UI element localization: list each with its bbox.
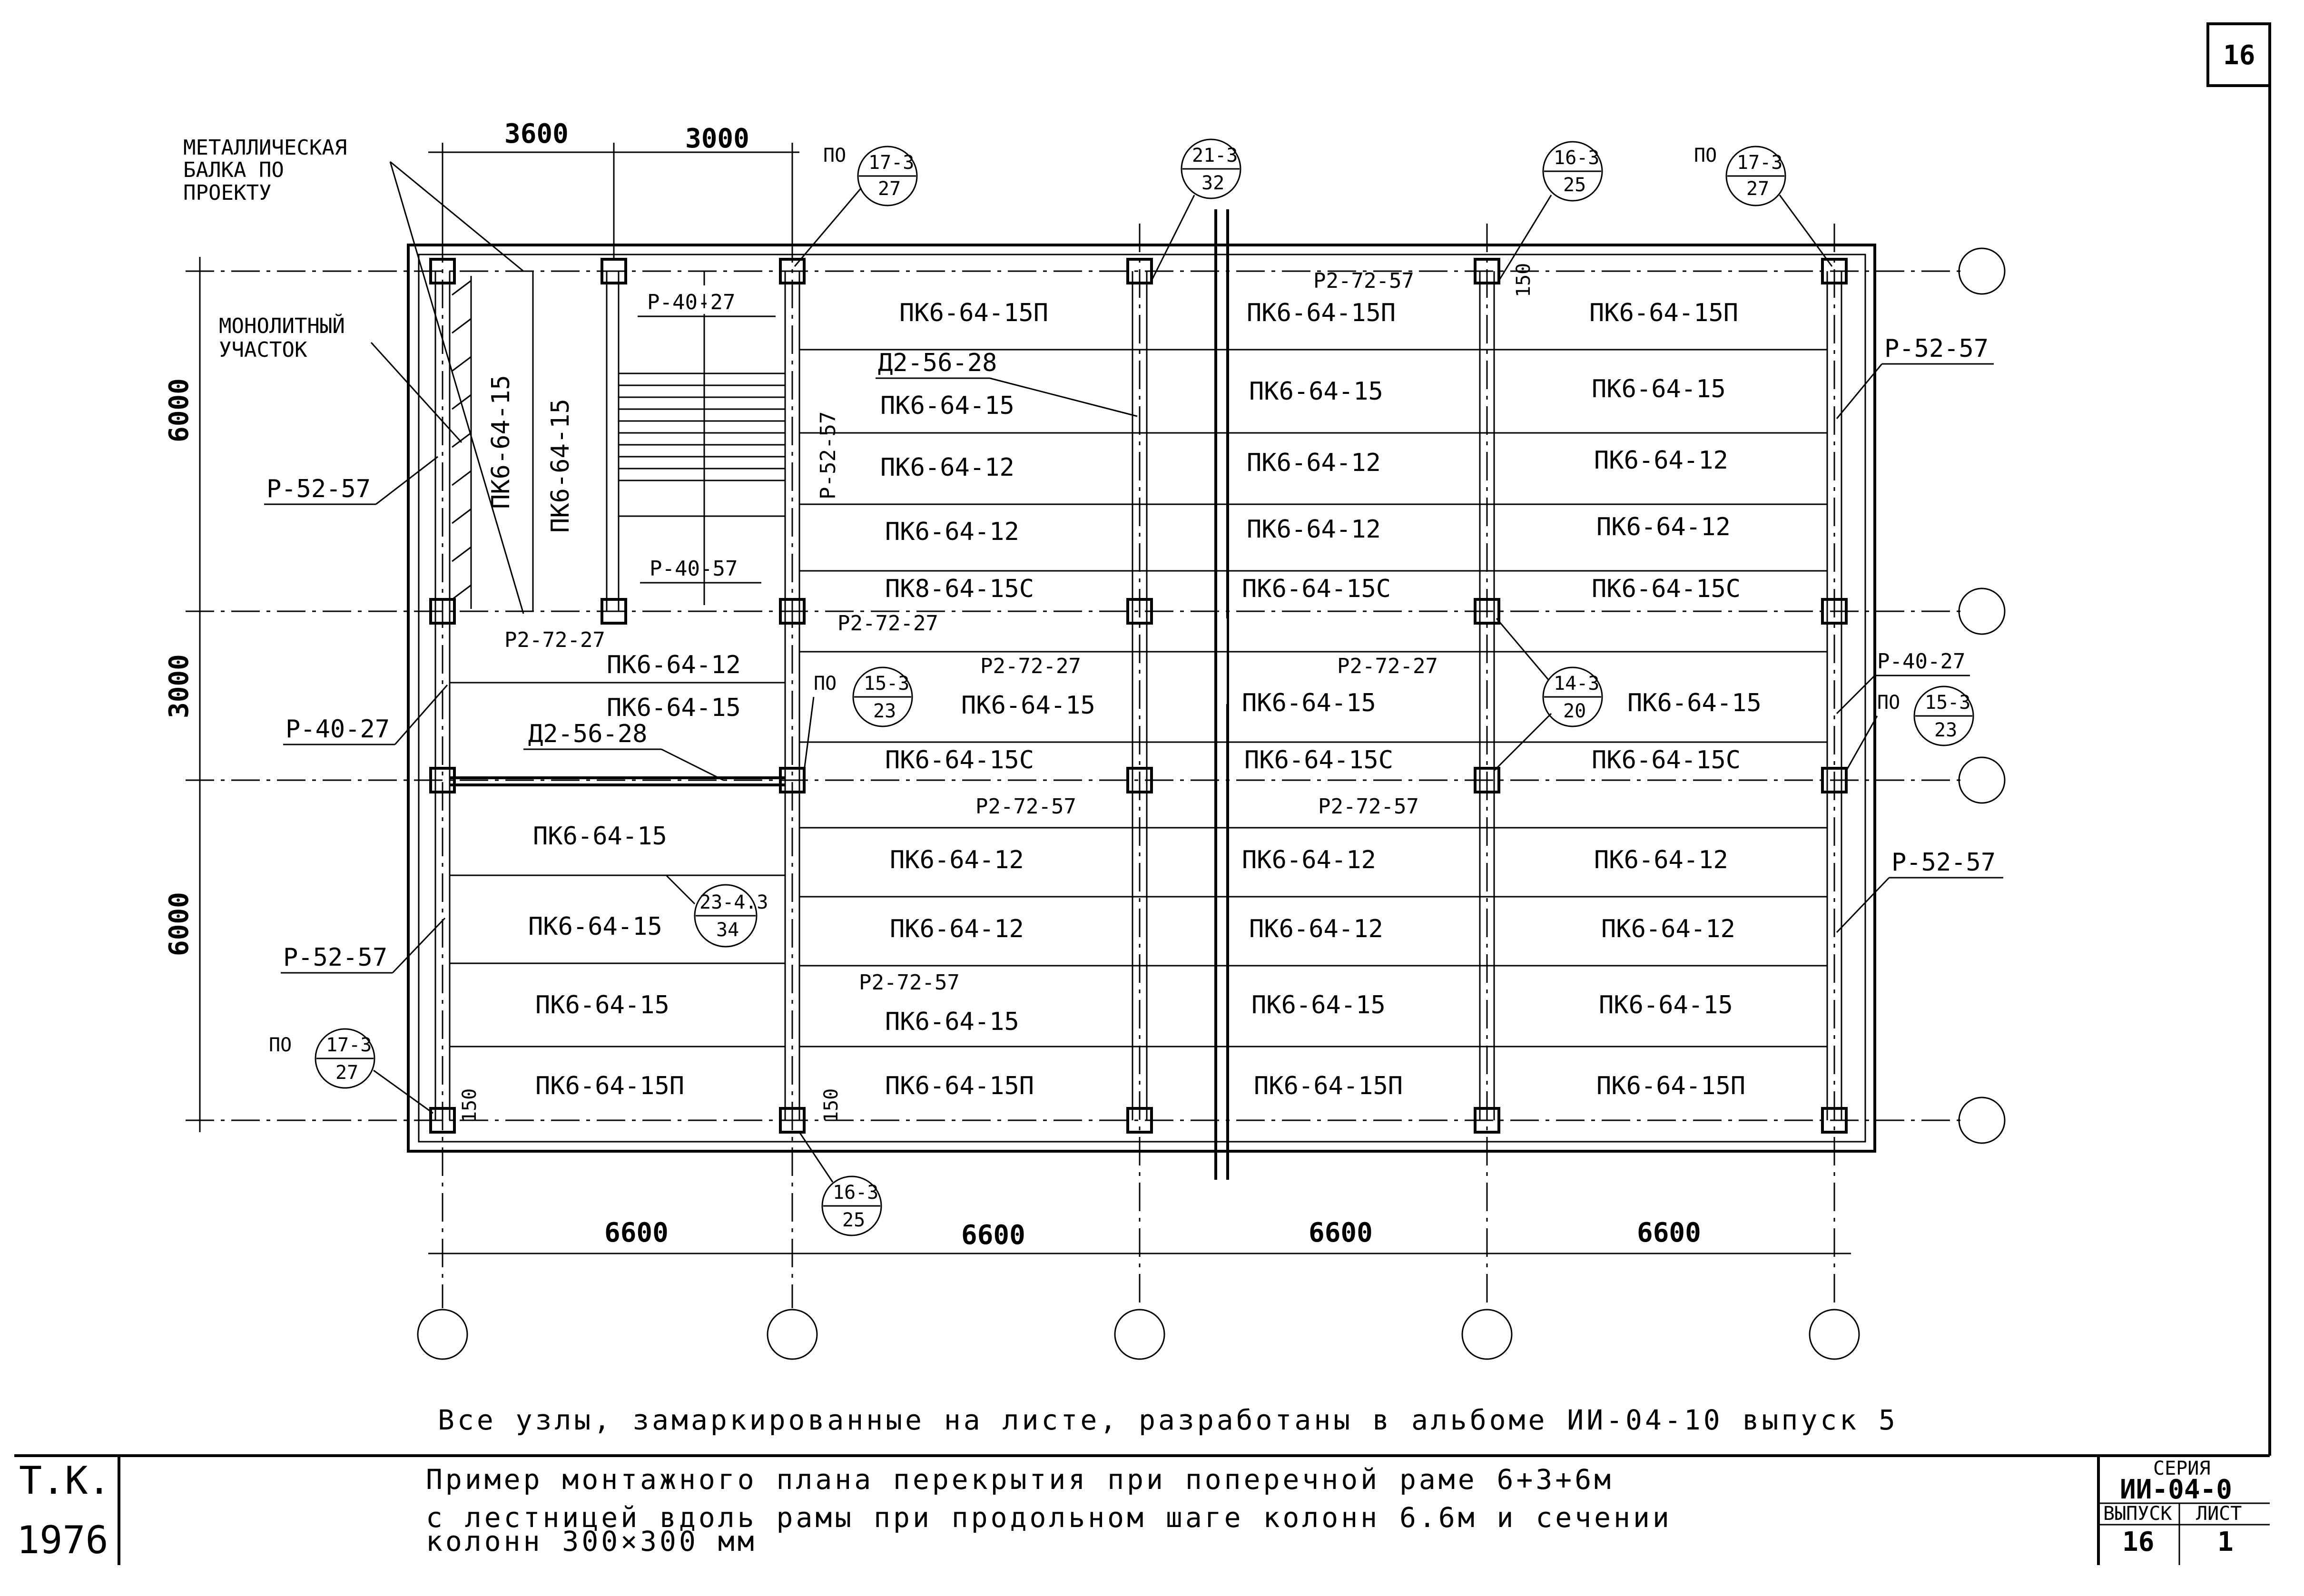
slab-label: ПК6-64-15П	[1254, 1072, 1403, 1100]
svg-text:17-3: 17-3	[1737, 152, 1783, 174]
slab-label: ПК6-64-12	[1247, 449, 1381, 477]
svg-text:ПО: ПО	[814, 673, 837, 695]
svg-text:16-3: 16-3	[833, 1182, 879, 1204]
slab-label: ПК6-64-15	[1249, 377, 1383, 406]
svg-text:21-3: 21-3	[1192, 145, 1238, 166]
svg-text:27: 27	[878, 178, 901, 200]
slab-label: ПК6-64-12	[890, 915, 1024, 943]
axis-bubble-row-3	[1959, 757, 2005, 803]
slab-label: ПК6-64-15П	[535, 1072, 685, 1100]
slab-label: ПК6-64-12	[1247, 515, 1381, 544]
slab-label: ПК6-64-12	[1594, 446, 1728, 475]
dim-3600: 3600	[504, 118, 569, 149]
slab-label: ПК6-64-15С	[1592, 575, 1741, 603]
dim-3000: 3000	[685, 123, 749, 154]
svg-text:27: 27	[335, 1062, 359, 1084]
slab-label: ПК6-64-15	[1592, 375, 1726, 403]
svg-text:34: 34	[716, 919, 739, 941]
callout-metal-beam-3: ПРОЕКТУ	[183, 181, 272, 205]
dim-6600-3: 6600	[1309, 1217, 1373, 1248]
beam-label: Р-40-27	[647, 290, 736, 314]
svg-text:20: 20	[1563, 700, 1586, 722]
slab-labels-bay-4	[1589, 299, 1762, 1100]
slab-label: ПК6-64-15П	[885, 1072, 1034, 1100]
axis-bubbles	[418, 248, 2005, 1359]
issue-label: ВЫПУСК	[2103, 1503, 2172, 1525]
axis-bubble-row-4	[1959, 1097, 2005, 1143]
axis-bubble-col-1	[418, 1310, 467, 1359]
tk-label: Т.К.	[19, 1459, 111, 1503]
beam-label: Р-52-57	[266, 475, 371, 503]
dim-6600-2: 6600	[961, 1220, 1025, 1251]
beam-label: Р2-72-27	[837, 611, 938, 636]
slab-label: ПК6-64-15П	[1589, 299, 1739, 327]
beam-label: Р-52-57	[1891, 848, 1996, 877]
beam-label: Р2-72-27	[980, 654, 1081, 678]
dim-6600-1: 6600	[604, 1217, 669, 1248]
callout-monolith-1: МОНОЛИТНЫЙ	[219, 314, 345, 338]
slab-label: ПК6-64-15П	[1247, 299, 1396, 327]
slab-label: ПК6-64-15	[961, 691, 1095, 720]
dim-6000-bot: 6000	[164, 892, 195, 956]
beam-labels	[264, 269, 2003, 995]
left-dimensions	[164, 257, 200, 1132]
slab-label: ПК6-64-15	[1242, 689, 1376, 717]
slab-label: ПК6-64-15	[1251, 991, 1386, 1019]
node-17-3-top-right	[1694, 145, 1832, 266]
slab-label: ПК6-64-15	[528, 912, 662, 941]
slab-label: ПК6-64-15С	[1592, 746, 1741, 774]
dim-150: 150	[1513, 263, 1535, 297]
slab-label: ПК6-64-15	[880, 392, 1014, 420]
node-17-3-top-left	[795, 145, 917, 266]
beam-label: Р-40-57	[650, 557, 738, 581]
node-16-3-bottom	[799, 1132, 881, 1235]
slab-label: ПК6-64-15П	[1596, 1072, 1746, 1100]
dim-3000-mid: 3000	[164, 654, 195, 718]
beam-label: Р-40-27	[286, 715, 390, 744]
axis-bubble-col-5	[1810, 1310, 1859, 1359]
beam-label: Р-52-57	[283, 943, 388, 972]
slab-label: ПК6-64-12	[885, 518, 1019, 546]
svg-text:15-3: 15-3	[864, 673, 910, 695]
svg-text:23-4.3: 23-4.3	[699, 891, 768, 913]
svg-text:17-3: 17-3	[326, 1034, 372, 1056]
slab-label: ПК6-64-15С	[1244, 746, 1394, 774]
beam-label: Р2-72-57	[975, 794, 1076, 819]
beam-label: Р-52-57	[1884, 334, 1989, 363]
general-note: Все узлы, замаркированные на листе, разработаны в альбоме ИИ-04-10 выпуск 5	[438, 1404, 1898, 1436]
beam-label: Р2-72-27	[504, 628, 605, 652]
slab-label: ПК6-64-12	[1249, 915, 1383, 943]
slab-label: ПК6-64-15	[533, 822, 667, 851]
svg-text:ПО: ПО	[1694, 145, 1717, 166]
sheet-label: ЛИСТ	[2196, 1503, 2242, 1525]
slab-label: ПК6-64-12	[607, 651, 741, 679]
dim-150: 150	[459, 1088, 481, 1123]
sheet-value: 1	[2217, 1527, 2234, 1557]
callout-monolith-2: УЧАСТОК	[219, 338, 307, 362]
series-label: СЕРИЯ	[2153, 1458, 2211, 1479]
svg-text:23: 23	[1934, 719, 1958, 741]
slab-label: ПК6-64-12	[880, 453, 1014, 482]
issue-value: 16	[2122, 1527, 2155, 1557]
slab-label: ПК6-64-12	[1596, 513, 1731, 541]
axis-bubble-col-3	[1115, 1310, 1164, 1359]
dim-150: 150	[820, 1088, 842, 1123]
slab-label: ПК6-64-15	[535, 991, 670, 1019]
slab-label: ПК6-64-12	[890, 846, 1024, 874]
slab-label: ПК6-64-15С	[1242, 575, 1391, 603]
svg-text:32: 32	[1201, 172, 1225, 194]
beam-label: Р-40-27	[1877, 649, 1966, 674]
svg-text:16-3: 16-3	[1554, 147, 1600, 169]
slab-label: ПК6-64-12	[1601, 915, 1735, 943]
slab-label: ПК6-64-15	[1627, 689, 1762, 717]
axis-bubble-row-2	[1959, 588, 2005, 634]
slab-label: ПК6-64-15П	[899, 299, 1049, 327]
slab-label: ПК6-64-15С	[885, 746, 1034, 774]
series-value: ИИ-04-0	[2120, 1474, 2233, 1505]
beam-label: Д2-56-28	[528, 720, 648, 748]
beam-label: Д2-56-28	[878, 349, 997, 377]
expansion-joint	[1216, 209, 1228, 1180]
dim-6600-4: 6600	[1637, 1217, 1701, 1248]
beam-label: Р-52-57	[816, 411, 840, 499]
callout-metal-beam-2: БАЛКА ПО	[183, 158, 284, 182]
svg-text:27: 27	[1746, 178, 1770, 200]
beam-label: Р2-72-57	[859, 970, 960, 995]
year-label: 1976	[17, 1518, 108, 1562]
axis-bubble-col-2	[768, 1310, 817, 1359]
slab-label: ПК6-64-15	[1599, 991, 1733, 1019]
node-23-4-3	[666, 875, 768, 947]
slab-label: ПК6-64-15	[885, 1008, 1019, 1036]
callouts	[183, 136, 523, 614]
slab-label: ПК6-64-12	[1242, 846, 1376, 874]
callout-metal-beam-1: МЕТАЛЛИЧЕСКАЯ	[183, 136, 347, 160]
slab-label: ПК6-64-12	[1594, 846, 1728, 874]
title-line-3: колонн 300×300 мм	[426, 1525, 757, 1557]
svg-text:25: 25	[842, 1209, 866, 1231]
svg-text:14-3: 14-3	[1554, 673, 1600, 695]
svg-text:ПО: ПО	[1877, 692, 1900, 714]
svg-text:17-3: 17-3	[868, 152, 915, 174]
axis-bubble-col-4	[1462, 1310, 1512, 1359]
svg-text:15-3: 15-3	[1925, 692, 1971, 714]
title-line-2: с лестницей вдоль рамы при продольном шаге колонн 6.6м и сечении	[426, 1501, 1672, 1534]
node-14-3	[1494, 618, 1602, 771]
node-16-3-top	[1499, 142, 1602, 281]
slab-label: ПК6-64-15	[546, 399, 575, 533]
beam-label: Р2-72-57	[1318, 794, 1419, 819]
svg-text:23: 23	[873, 700, 896, 722]
title-line-1: Пример монтажного плана перекрытия при поперечной раме 6+3+6м	[426, 1463, 1614, 1496]
slab-label: ПК8-64-15С	[885, 575, 1034, 603]
svg-text:ПО: ПО	[823, 145, 847, 166]
slab-label: ПК6-64-15	[487, 375, 515, 509]
svg-text:ПО: ПО	[269, 1034, 292, 1056]
dim-6000-top: 6000	[164, 378, 195, 442]
slab-label: ПК6-64-15	[607, 694, 741, 722]
slab-labels-bay-3	[1242, 299, 1403, 1100]
beam-label: Р2-72-57	[1313, 269, 1414, 293]
svg-text:25: 25	[1563, 174, 1586, 196]
sheet-number: 16	[2223, 40, 2255, 71]
title-block	[17, 1458, 2270, 1565]
beam-label: Р2-72-27	[1337, 654, 1438, 678]
axis-bubble-row-1	[1959, 248, 2005, 294]
